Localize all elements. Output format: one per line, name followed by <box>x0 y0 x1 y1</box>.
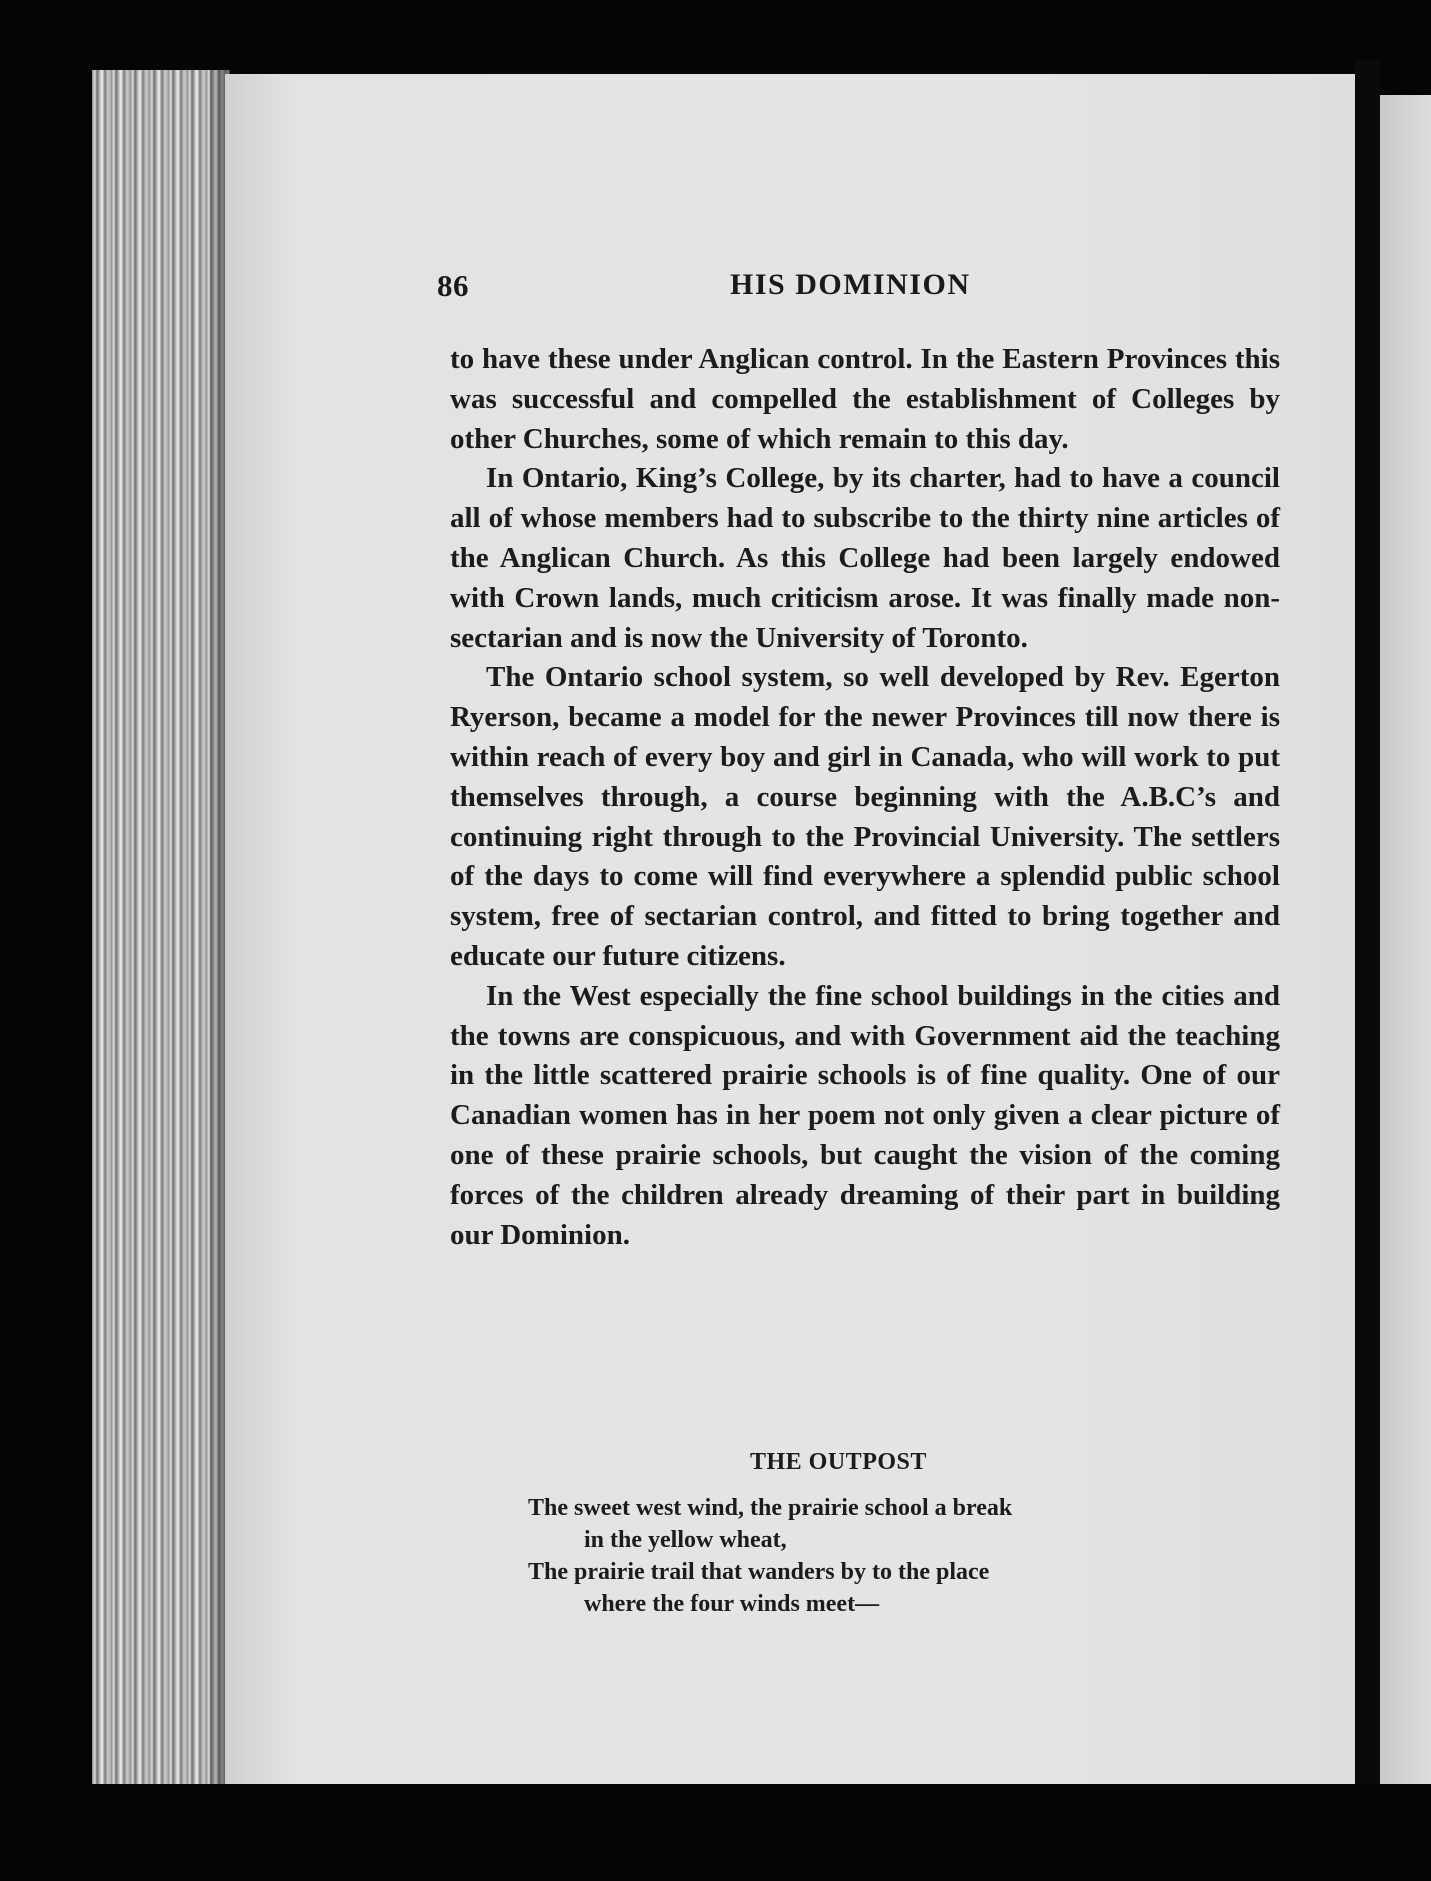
gutter-shadow <box>1355 60 1380 1800</box>
bottom-shadow <box>92 1784 1431 1881</box>
poem-line: The prairie trail that wanders by to the place <box>528 1559 990 1585</box>
paragraph: to have these under Anglican control. In the Eastern Provinces this was successful and compelled the establishment of Colleges by other Churches, some of which remain to this day. <box>450 343 1280 455</box>
poem-line: where the four winds meet— <box>584 1591 880 1617</box>
poem-title: THE OUTPOST <box>750 1449 927 1475</box>
page-edges <box>92 70 230 1784</box>
page-number: 86 <box>437 268 469 303</box>
running-title: HIS DOMINION <box>730 268 971 301</box>
paragraph: The Ontario school system, so well developed by Rev. Egerton Ryerson, became a model for the newer Provinces till now there is within reach of every boy and girl in Canada, who will work to put themselves through, a course beginning with the A.B.C’s and continuing right through to the Provincial University. The settlers of the days to come will find everywhere a splendid public school system, free of sectarian control, and fitted to bring together and educate our future citizens. <box>450 661 1280 972</box>
paragraph: In Ontario, King’s College, by its charter, had to have a council all of whose members had to subscribe to the thirty nine articles of the Anglican Church. As this College had been largely endowed with Crown lands, much criticism arose. It was finally made non-sectarian and is now the University of Toronto. <box>450 462 1280 654</box>
poem-line: The sweet west wind, the prairie school a break <box>528 1495 1013 1521</box>
paragraph: In the West especially the fine school buildings in the cities and the towns are conspicuous, and with Government aid the teaching in the little scattered prairie schools is of fine quality. One of our Canadian women has in her poem not only given a clear picture of one of these prairie schools, but caught the vision of the coming forces of the children already dreaming of their part in building our Dominion. <box>450 979 1280 1251</box>
body-text <box>450 340 1280 1255</box>
page-header <box>437 268 1287 308</box>
poem-line: in the yellow wheat, <box>584 1527 787 1553</box>
facing-page-sliver <box>1380 95 1431 1785</box>
poem <box>528 1492 1128 1620</box>
